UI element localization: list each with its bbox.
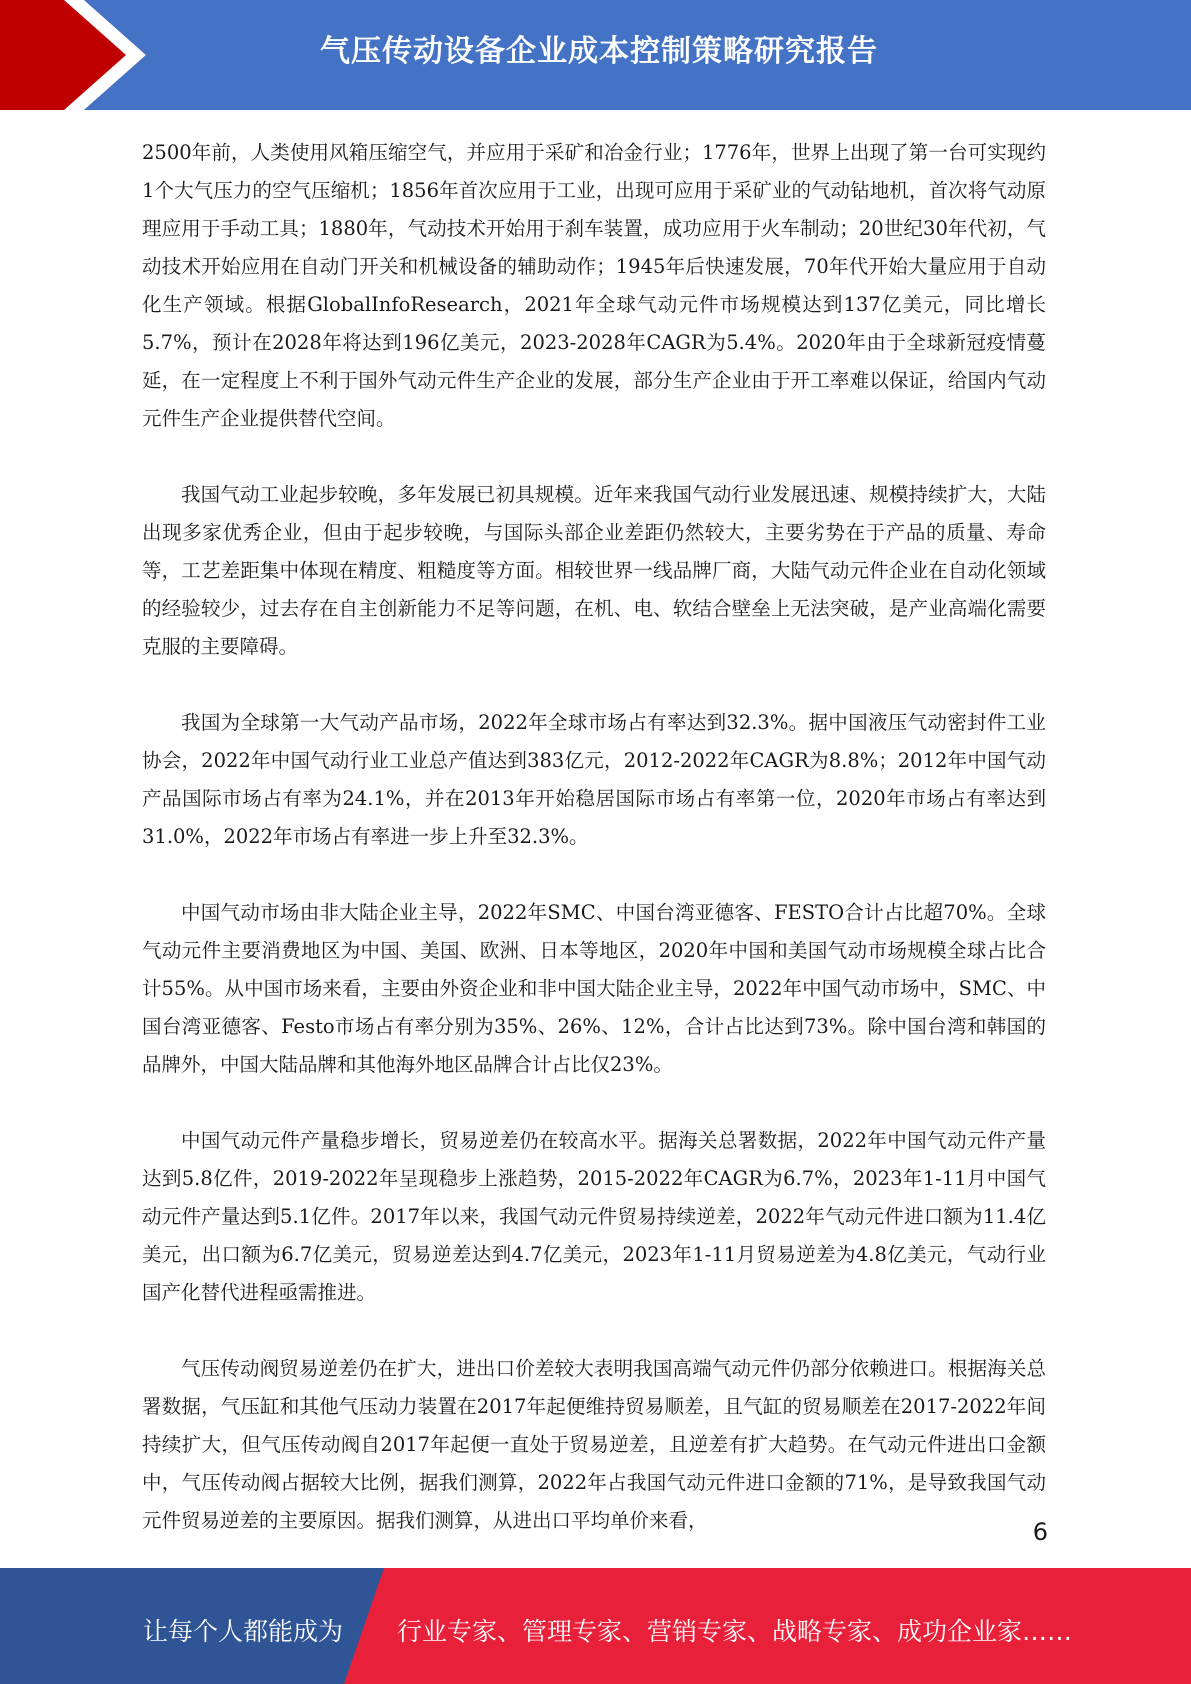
paragraph-market-structure: 中国气动市场由非大陆企业主导，2022年SMC、中国台湾亚德客、FESTO合计占比超70%。全球气动元件主要消费地区为中国、美国、欧洲、日本等地区，2020年中国和美国气动市场规模全球占比合计55%。从中国市场来看，主要由外资企业和非中国大陆企业主导，2022年中国气动市场中，SMC、中国台湾亚德客、Festo市场占有率分别为35%、26%、12%，合计占比达到73%。除中国台湾和韩国的品牌外，中国大陆品牌和其他海外地区品牌合计占比仅23%。 xyxy=(142,901,1046,1076)
footer-slogan-right: 行业专家、管理专家、营销专家、战略专家、成功企业家…… xyxy=(397,1617,1073,1646)
header-chevron-decoration xyxy=(0,0,160,110)
paragraph-valve-trade: 气压传动阀贸易逆差仍在扩大，进出口价差较大表明我国高端气动元件仍部分依赖进口。根据海关总署数据，气压缸和其他气压动力装置在2017年起便维持贸易顺差，且气缸的贸易顺差在2017-2022年间持续扩大，但气压传动阀自2017年起便一直处于贸易逆差，且逆差有扩大趋势。在气动元件进出口金额中，气压传动阀占据较大比例，据我们测算，2022年占我国气动元件进口金额的71%，是导致我国气动元件贸易逆差的主要原因。据我们测算，从进出口平均单价来看， xyxy=(142,1357,1046,1532)
paragraph-market-share: 我国为全球第一大气动产品市场，2022年全球市场占有率达到32.3%。据中国液压气动密封件工业协会，2022年中国气动行业工业总产值达到383亿元，2012-2022年CAGR为8.8%；2012年中国气动产品国际市场占有率为24.1%，并在2013年开始稳居国际市场占有率第一位，2020年市场占有率达到31.0%，2022年市场占有率进一步上升至32.3%。 xyxy=(142,711,1046,848)
page-number: 6 xyxy=(1032,1518,1048,1546)
paragraph-domestic-industry: 我国气动工业起步较晚，多年发展已初具规模。近年来我国气动行业发展迅速、规模持续扩大，大陆出现多家优秀企业，但由于起步较晚，与国际头部企业差距仍然较大，主要劣势在于产品的质量、寿命等，工艺差距集中体现在精度、粗糙度等方面。相较世界一线品牌厂商，大陆气动元件企业在自动化领域的经验较少，过去存在自主创新能力不足等问题，在机、电、软结合壁垒上无法突破，是产业高端化需要克服的主要障碍。 xyxy=(142,483,1046,658)
document-body xyxy=(142,134,1046,1578)
paragraph-history: 2500年前，人类使用风箱压缩空气，并应用于采矿和冶金行业；1776年，世界上出现了第一台可实现约1个大气压力的空气压缩机；1856年首次应用于工业，出现可应用于采矿业的气动钻地机，首次将气动原理应用于手动工具；1880年，气动技术开始用于刹车装置，成功应用于火车制动；20世纪30年代初，气动技术开始应用在自动门开关和机械设备的辅助动作；1945年后快速发展，70年代开始大量应用于自动化生产领域。根据GlobalInfoResearch，2021年全球气动元件市场规模达到137亿美元，同比增长5.7%，预计在2028年将达到196亿美元，2023-2028年CAGR为5.4%。2020年由于全球新冠疫情蔓延，在一定程度上不利于国外气动元件生产企业的发展，部分生产企业由于开工率难以保证，给国内气动元件生产企业提供替代空间。 xyxy=(142,141,1046,430)
page-header xyxy=(0,0,1191,110)
report-title: 气压传动设备企业成本控制策略研究报告 xyxy=(320,34,878,69)
paragraph-output-trade: 中国气动元件产量稳步增长，贸易逆差仍在较高水平。据海关总署数据，2022年中国气动元件产量达到5.8亿件，2019-2022年呈现稳步上涨趋势，2015-2022年CAGR为6.7%，2023年1-11月中国气动元件产量达到5.1亿件。2017年以来，我国气动元件贸易持续逆差，2022年气动元件进口额为11.4亿美元，出口额为6.7亿美元，贸易逆差达到4.7亿美元，2023年1-11月贸易逆差为4.8亿美元，气动行业国产化替代进程亟需推进。 xyxy=(142,1129,1046,1304)
footer-slogan-left: 让每个人都能成为 xyxy=(143,1617,344,1646)
page-footer xyxy=(0,1568,1191,1684)
